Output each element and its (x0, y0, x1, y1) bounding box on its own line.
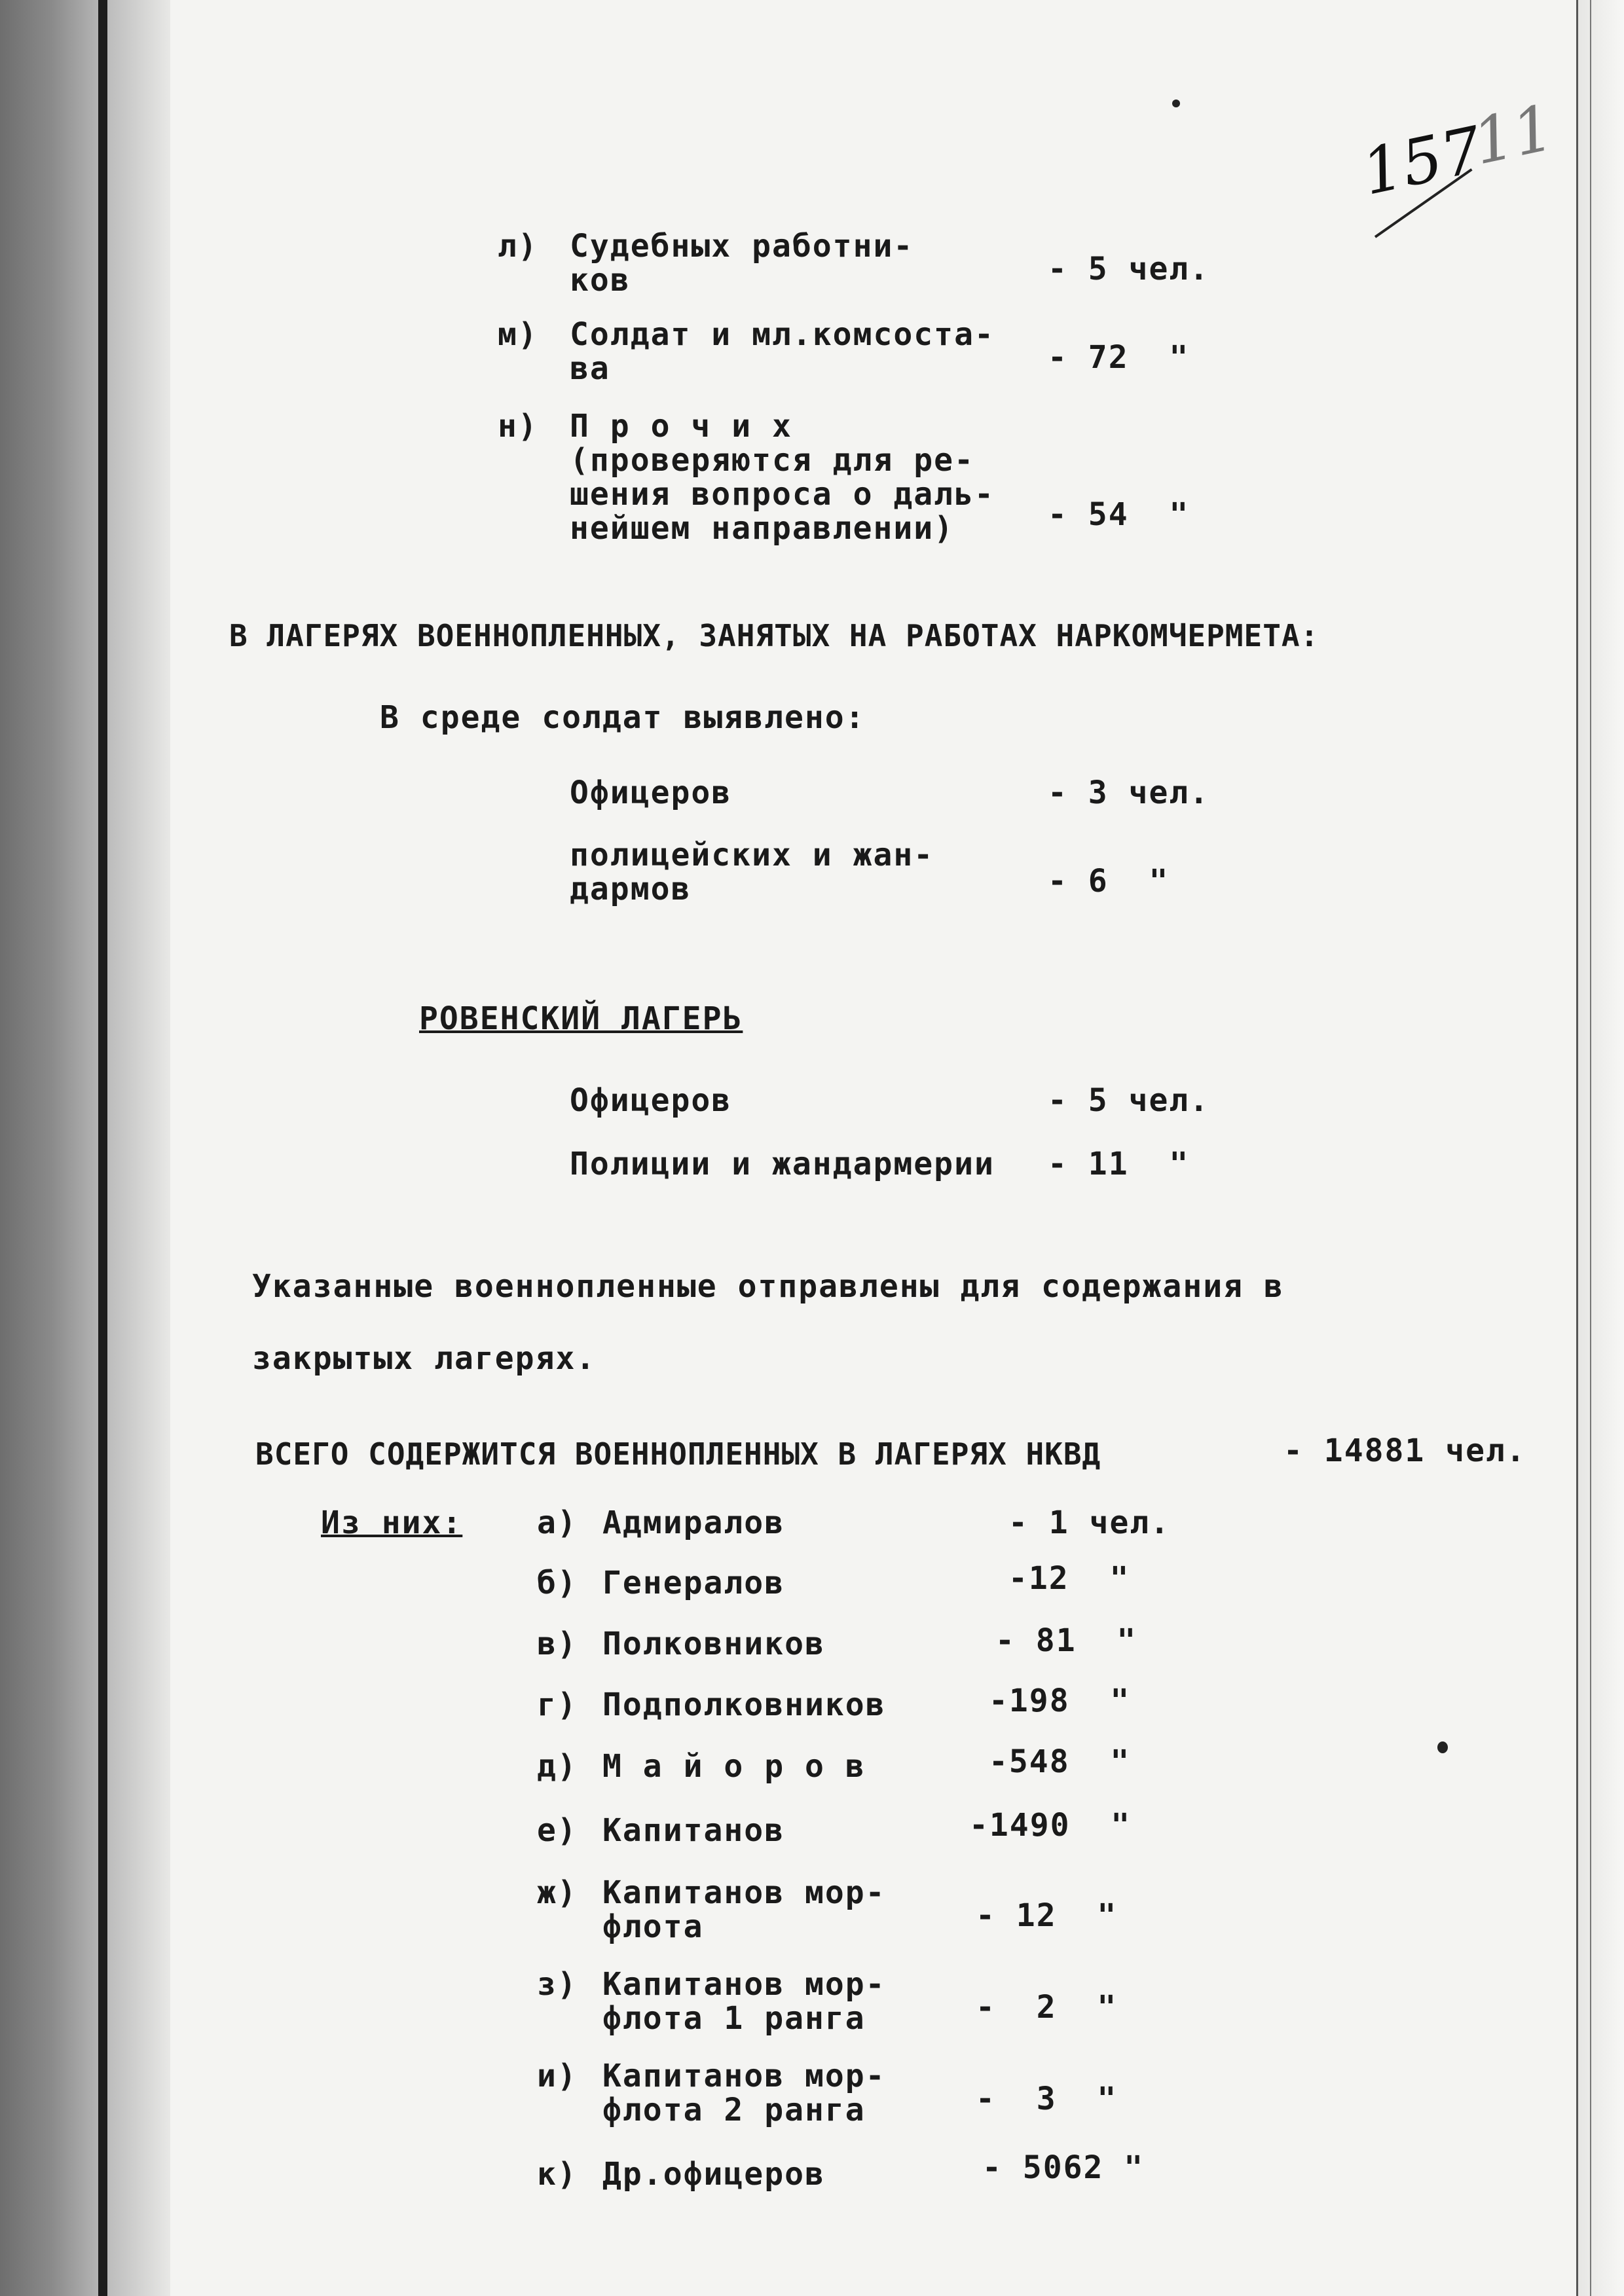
list-letter: и) (537, 2058, 578, 2094)
list-value: - 5062 " (982, 2149, 1145, 2186)
list-letter: а) (537, 1504, 578, 1541)
list-letter: з) (537, 1966, 578, 2003)
list-item: Полиции и жандармерии (570, 1146, 995, 1182)
list-value: - 11 " (1048, 1146, 1190, 1182)
list-item: М а й о р о в (602, 1748, 866, 1785)
list-value: -12 " (1008, 1560, 1130, 1597)
list-value: - 72 " (1048, 339, 1190, 376)
section-heading: РОВЕНСКИЙ ЛАГЕРЬ (419, 1000, 743, 1037)
list-value: -1490 " (969, 1807, 1132, 1844)
section-heading: В ЛАГЕРЯХ ВОЕННОПЛЕННЫХ, ЗАНЯТЫХ НА РАБОТАХ НАРКОМЧЕРМЕТА: (229, 618, 1320, 653)
list-value: - 12 " (976, 1897, 1118, 1934)
list-value: - 3 чел. (1048, 774, 1210, 811)
list-letter: в) (537, 1626, 578, 1662)
list-value: - 54 " (1048, 496, 1190, 533)
list-value: - 1 чел. (1008, 1504, 1171, 1541)
list-value: - 6 " (1048, 863, 1170, 900)
list-value: - 81 " (995, 1622, 1137, 1659)
list-letter: к) (537, 2156, 578, 2193)
list-letter: д) (537, 1748, 578, 1785)
total-label: ВСЕГО СОДЕРЖИТСЯ ВОЕННОПЛЕННЫХ В ЛАГЕРЯХ НКВД (255, 1436, 1101, 1472)
list-item: Судебных работни- ков (570, 228, 914, 299)
list-item: П р о ч и х (проверяются для ре- шения вопроса о даль- нейшем направлении) (570, 408, 995, 547)
list-letter: г) (537, 1686, 578, 1723)
list-item: Капитанов мор- флота 1 ранга (602, 1966, 886, 2037)
list-value: - 3 " (976, 2081, 1118, 2117)
list-letter: м) (498, 316, 538, 353)
list-item: Др.офицеров (602, 2156, 825, 2193)
binding-shadow (0, 0, 170, 2296)
list-value: -198 " (989, 1683, 1131, 1719)
list-item: Офицеров (570, 1082, 732, 1119)
list-letter: н) (498, 408, 538, 445)
list-item: Полковников (602, 1626, 825, 1662)
list-value: - 5 чел. (1048, 251, 1210, 287)
list-item: полицейских и жан- дармов (570, 837, 934, 907)
list-item: Капитанов мор- флота 2 ранга (602, 2058, 886, 2128)
section-intro: В среде солдат выявлено: (380, 699, 866, 736)
total-value: - 14881 чел. (1283, 1432, 1526, 1469)
page-number-alt-handwritten: 11 (1466, 90, 1560, 179)
of-them-label: Из них: (321, 1504, 463, 1541)
page-number-handwritten: 157 (1356, 113, 1488, 210)
page-edge (1576, 0, 1624, 2296)
note-paragraph: Указанные военнопленные отправлены для содержания в закрытых лагерях. (252, 1268, 1284, 1377)
list-value: -548 " (989, 1743, 1131, 1780)
ink-dot (1172, 100, 1180, 107)
list-letter: б) (537, 1565, 578, 1601)
list-item: Адмиралов (602, 1504, 785, 1541)
list-value: - 5 чел. (1048, 1082, 1210, 1119)
list-item: Офицеров (570, 774, 732, 811)
list-item: Капитанов (602, 1812, 785, 1849)
list-item: Подполковников (602, 1686, 886, 1723)
list-letter: л) (498, 228, 538, 264)
list-letter: ж) (537, 1874, 578, 1911)
ink-dot (1437, 1741, 1448, 1753)
list-item: Солдат и мл.комсоста- ва (570, 316, 995, 387)
list-letter: е) (537, 1812, 578, 1849)
binding-edge (98, 0, 107, 2296)
list-item: Капитанов мор- флота (602, 1874, 886, 1945)
list-value: - 2 " (976, 1989, 1118, 2026)
list-item: Генералов (602, 1565, 785, 1601)
